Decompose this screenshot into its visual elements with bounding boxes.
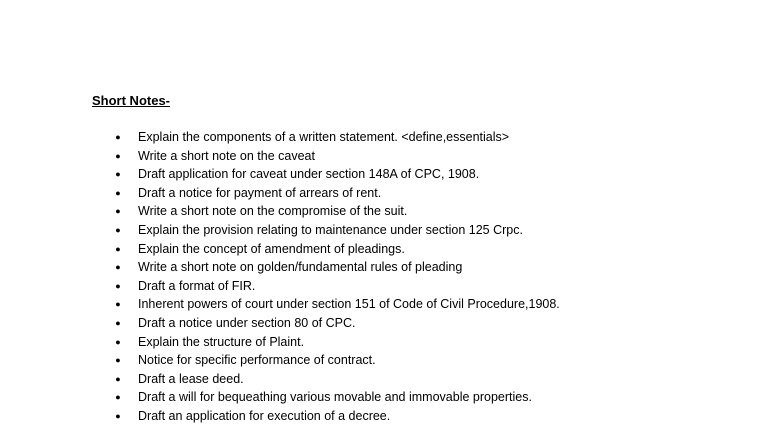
list-item-text: Draft an application for execution of a decree.: [138, 408, 391, 423]
list-item-text: Draft application for caveat under section 148A of CPC, 1908.: [138, 167, 480, 182]
bullet-icon: ●: [115, 355, 121, 366]
list-item-text: Inherent powers of court under section 151 of Code of Civil Procedure,1908.: [138, 297, 560, 312]
list-item-text: Write a short note on the caveat: [138, 148, 315, 163]
bullet-icon: ●: [115, 373, 121, 384]
list-item-text: Draft a lease deed.: [138, 371, 244, 386]
bullet-icon: ●: [115, 262, 121, 273]
bullet-icon: ●: [115, 410, 121, 421]
list-item-text: Explain the structure of Plaint.: [138, 334, 305, 349]
bullet-icon: ●: [115, 224, 121, 235]
section-heading: Short Notes-: [92, 93, 170, 108]
bullet-icon: ●: [115, 336, 121, 347]
bullet-icon: ●: [115, 187, 121, 198]
list-item-text: Write a short note on golden/fundamental rules of pleading: [138, 260, 463, 275]
list-item-text: Draft a notice under section 80 of CPC.: [138, 315, 356, 330]
bullet-icon: ●: [115, 299, 121, 310]
bullet-icon: ●: [115, 317, 121, 328]
bullet-icon: ●: [115, 169, 121, 180]
list-item-text: Notice for specific performance of contract.: [138, 353, 376, 368]
list-item-text: Explain the provision relating to maintenance under section 125 Crpc.: [138, 222, 523, 237]
bullet-icon: ●: [115, 243, 121, 254]
list-item-text: Explain the concept of amendment of pleadings.: [138, 241, 405, 256]
list-item-text: Write a short note on the compromise of the suit.: [138, 204, 408, 219]
list-item-text: Explain the components of a written statement. <define,essentials>: [138, 130, 510, 144]
bullet-icon: ●: [115, 150, 121, 161]
bullet-icon: ●: [115, 132, 121, 142]
list-item-text: Draft a notice for payment of arrears of rent.: [138, 185, 382, 200]
list-item-text: Draft a will for bequeathing various movable and immovable properties.: [138, 390, 532, 405]
bullet-icon: ●: [115, 280, 121, 291]
bullet-icon: ●: [115, 206, 121, 217]
list-item-text: Draft a format of FIR.: [138, 278, 256, 293]
bullet-icon: ●: [115, 392, 121, 403]
